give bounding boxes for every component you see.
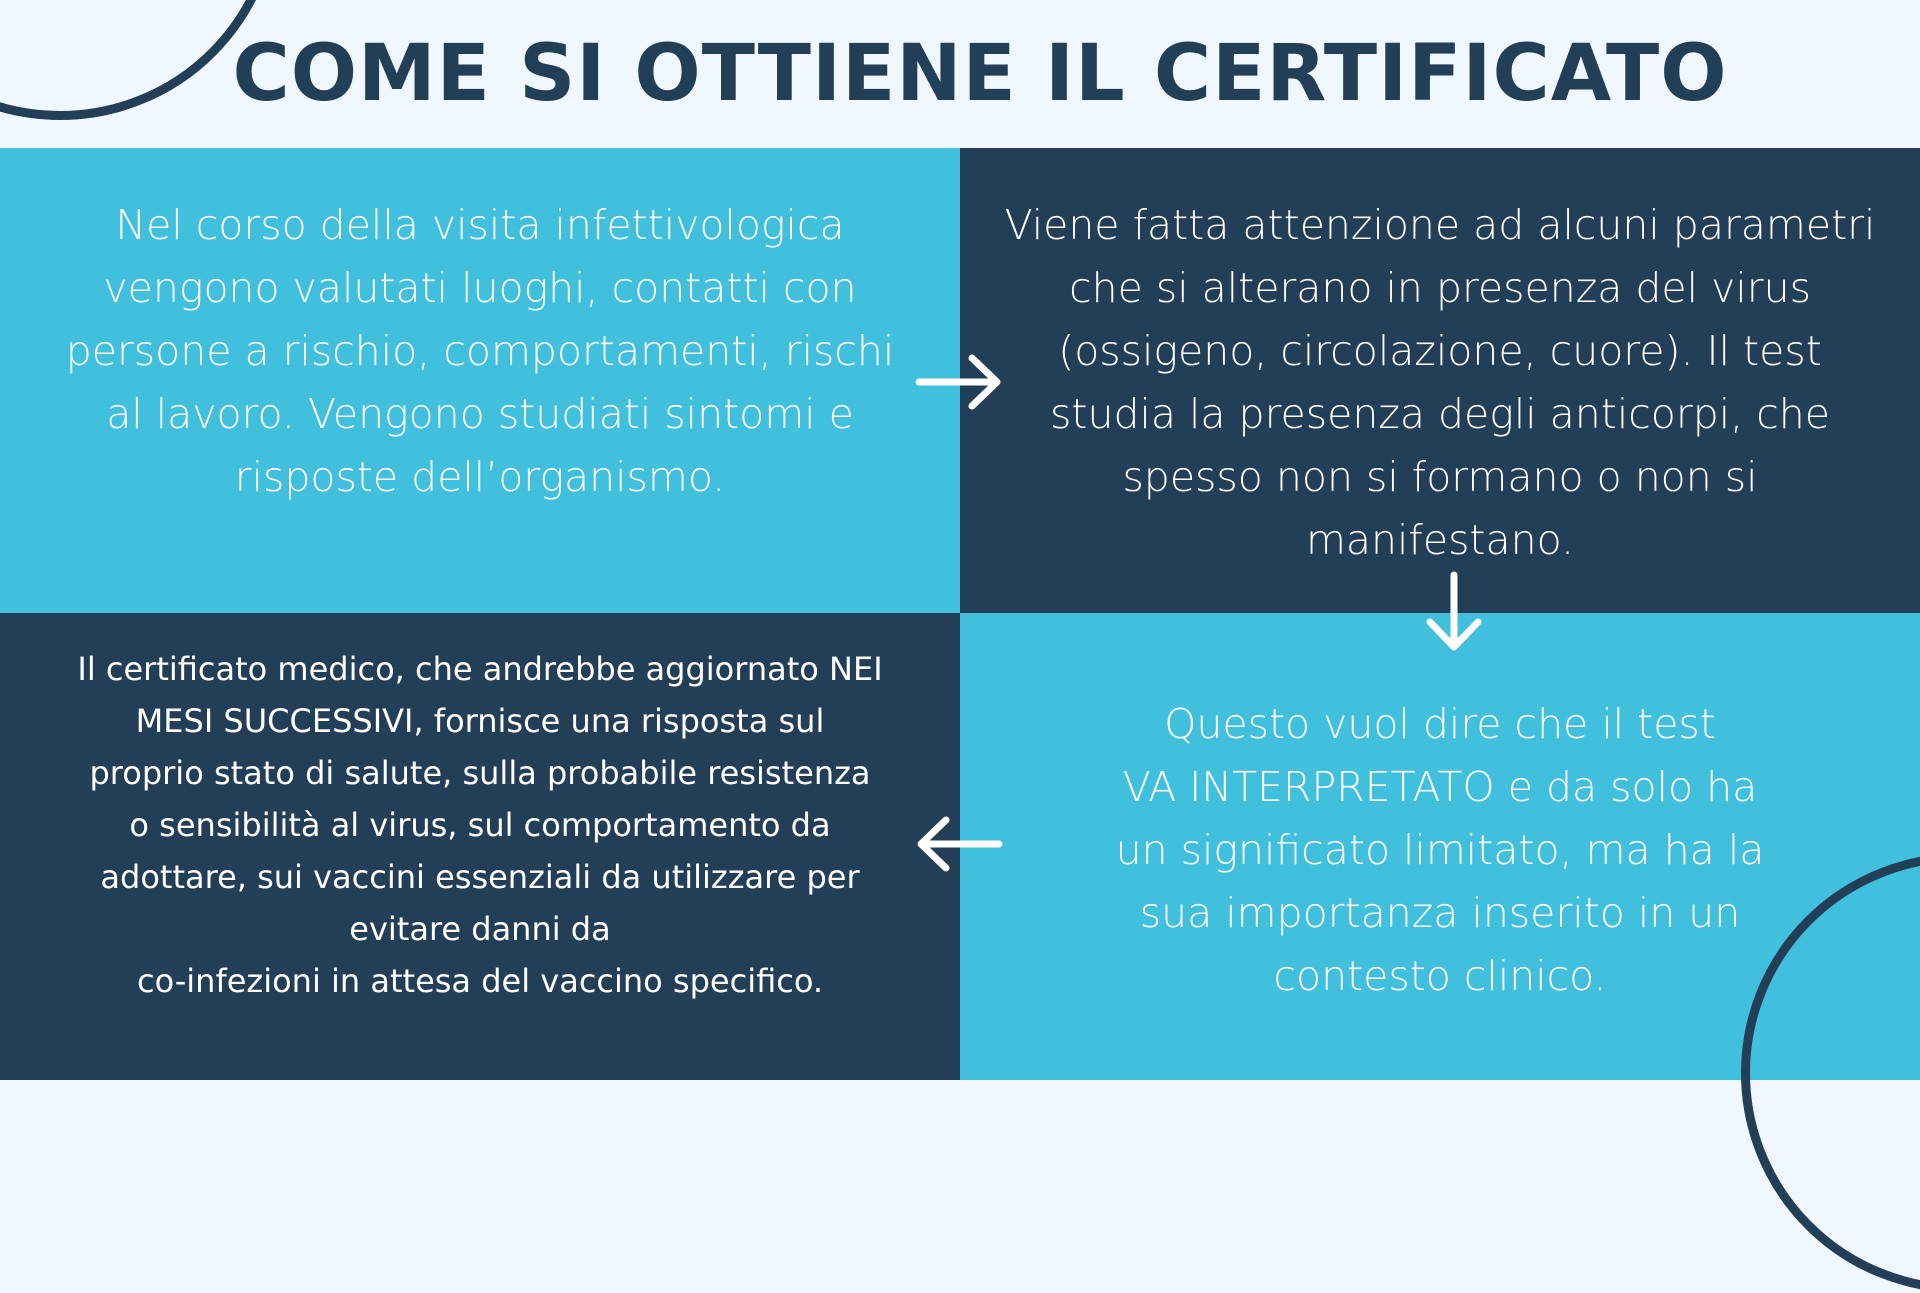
arrow-right-icon (914, 352, 1004, 412)
page-title: COME SI OTTIENE IL CERTIFICATO (232, 29, 1728, 119)
arrow-down-icon (1424, 570, 1484, 654)
step-3-text: Questo vuol dire che il test VA INTERPRETATO e da solo ha un significato limitato, ma ha la sua importanza inserito in un contesto clinico. (1115, 700, 1765, 1000)
panel-step-4 (0, 613, 960, 1080)
step-2-text: Viene fatta attenzione ad alcuni parametri che si alterano in presenza del virus (ossigeno, circolazione, cuore). Il test studia la presenza degli anticorpi, che spesso non si formano o non si manifestano. (1004, 201, 1876, 564)
arrow-left-icon (912, 814, 1004, 874)
panel-step-2 (960, 148, 1920, 613)
step-1-text: Nel corso della visita infettivologica vengono valutati luoghi, contatti con persone a rischio, comportamenti, rischi al lavoro. Vengono studiati sintomi e risposte dell’organismo. (65, 201, 895, 501)
header (0, 0, 1920, 148)
step-4-text: Il certificato medico, che andrebbe aggiornato NEI MESI SUCCESSIVI, fornisce una risposta sul proprio stato di salute, sulla probabile resistenza o sensibilità al virus, sul comportamento da adottare, sui vaccini essenziali da utilizzare per evitare danni da co-infezioni in attesa del vaccino specifico. (77, 650, 883, 1000)
panel-step-1 (0, 148, 960, 613)
